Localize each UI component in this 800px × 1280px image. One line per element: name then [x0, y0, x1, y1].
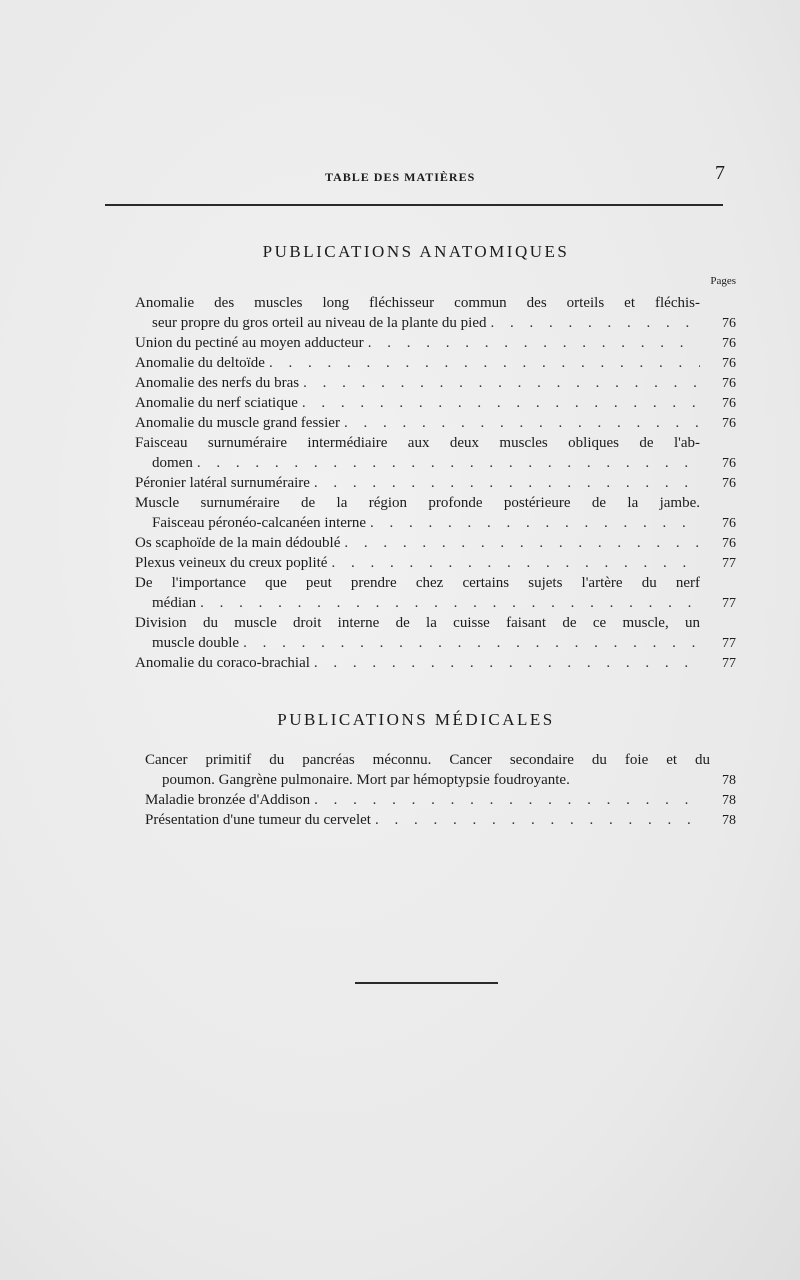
toc-entry-text: Plexus veineux du creux poplité [135, 555, 328, 571]
dot-leader [331, 553, 700, 573]
toc-entry-text: Muscle surnuméraire de la région profonde postérieure de la jambe. [135, 495, 700, 511]
dot-leader [314, 653, 700, 673]
toc-entry [145, 790, 736, 810]
toc-entry-text: Union du pectiné au moyen adducteur [135, 335, 364, 351]
dot-leader [197, 453, 700, 473]
toc-page-number: 76 [722, 456, 736, 471]
dot-leader [370, 513, 700, 533]
toc-entry-text: Maladie bronzée d'Addison [145, 792, 311, 808]
toc-entry-text: Anomalie du muscle grand fessier [135, 415, 340, 431]
dot-leader [344, 413, 700, 433]
toc-entry-text: Anomalie du nerf sciatique [135, 395, 298, 411]
toc-entry [135, 393, 736, 413]
toc-page-number: 76 [722, 476, 736, 491]
toc-page-number: 77 [722, 556, 736, 571]
toc-page-number: 76 [722, 376, 736, 391]
toc-entry [135, 373, 736, 393]
toc-entry [135, 613, 736, 653]
toc-entry [135, 293, 736, 333]
toc-entry-text: Anomalie du coraco-brachial [135, 655, 310, 671]
toc-entry-text: Os scaphoïde de la main dédoublé [135, 535, 341, 551]
toc-entry-text: poumon. Gangrène pulmonaire. Mort par hémoptypsie foudroyante. [162, 772, 570, 788]
toc-entry-text: De l'importance que peut prendre chez certains sujets l'artère du nerf [135, 575, 700, 591]
toc-page-number: 76 [722, 396, 736, 411]
end-rule [355, 982, 498, 984]
dot-leader [314, 790, 700, 810]
dot-leader [200, 593, 700, 613]
dot-leader [375, 810, 700, 830]
toc-entry-text: Faisceau péronéo-calcanéen interne [152, 515, 367, 531]
toc-entry [135, 433, 736, 473]
toc-page-number: 77 [722, 596, 736, 611]
toc-entry-text: Division du muscle droit interne de la cuisse faisant de ce muscle, un [135, 615, 700, 631]
pages-column-label: Pages [710, 275, 736, 287]
toc-entry [145, 750, 736, 790]
toc-entry [135, 553, 736, 573]
toc-entry-text: Cancer primitif du pancréas méconnu. Cancer secondaire du foie et du [145, 752, 710, 768]
toc-entry-text: médian [152, 595, 197, 611]
dot-leader [490, 313, 700, 333]
toc-page-number: 77 [722, 636, 736, 651]
toc-page-number: 78 [722, 793, 736, 808]
toc-entry [135, 493, 736, 533]
toc-entry [135, 473, 736, 493]
toc-page-number: 78 [722, 813, 736, 828]
toc-page-number: 76 [722, 356, 736, 371]
dot-leader [303, 373, 700, 393]
dot-leader [269, 353, 700, 373]
toc-entry-text: Anomalie des nerfs du bras [135, 375, 300, 391]
toc-entry-text: muscle double [152, 635, 240, 651]
section-title-medicales: PUBLICATIONS MÉDICALES [277, 710, 555, 729]
toc-entry [135, 533, 736, 553]
toc-entry [135, 333, 736, 353]
toc-list-medicales [145, 750, 736, 830]
toc-entry-text: Faisceau surnuméraire intermédiaire aux deux muscles obliques de l'ab- [135, 435, 700, 451]
toc-page-number: 76 [722, 416, 736, 431]
toc-entry [135, 653, 736, 673]
dot-leader [344, 533, 700, 553]
toc-entry-text: seur propre du gros orteil au niveau de la plante du pied [152, 315, 487, 331]
dot-leader [314, 473, 700, 493]
toc-entry-text: domen [152, 455, 193, 471]
toc-entry-text: Présentation d'une tumeur du cervelet [145, 812, 371, 828]
toc-list-anatomiques [135, 293, 736, 673]
toc-page-number: 78 [722, 773, 736, 788]
header-page-number: 7 [715, 162, 725, 184]
toc-entry-text: Anomalie du deltoïde [135, 355, 265, 371]
toc-entry [135, 413, 736, 433]
toc-entry [145, 810, 736, 830]
toc-entry-text: Anomalie des muscles long fléchisseur commun des orteils et fléchis- [135, 295, 700, 311]
running-header [105, 162, 725, 194]
toc-page-number: 76 [722, 516, 736, 531]
toc-entry-text: Péronier latéral surnuméraire [135, 475, 310, 491]
header-title: TABLE DES MATIÈRES [325, 170, 476, 184]
toc-entry [135, 353, 736, 373]
toc-page-number: 76 [722, 316, 736, 331]
toc-page-number: 76 [722, 536, 736, 551]
toc-page-number: 77 [722, 656, 736, 671]
section-title-anatomiques: PUBLICATIONS ANATOMIQUES [262, 242, 570, 261]
dot-leader [368, 333, 700, 353]
dot-leader [302, 393, 700, 413]
toc-entry [135, 573, 736, 613]
header-rule [105, 204, 723, 206]
dot-leader [243, 633, 700, 653]
toc-page-number: 76 [722, 336, 736, 351]
